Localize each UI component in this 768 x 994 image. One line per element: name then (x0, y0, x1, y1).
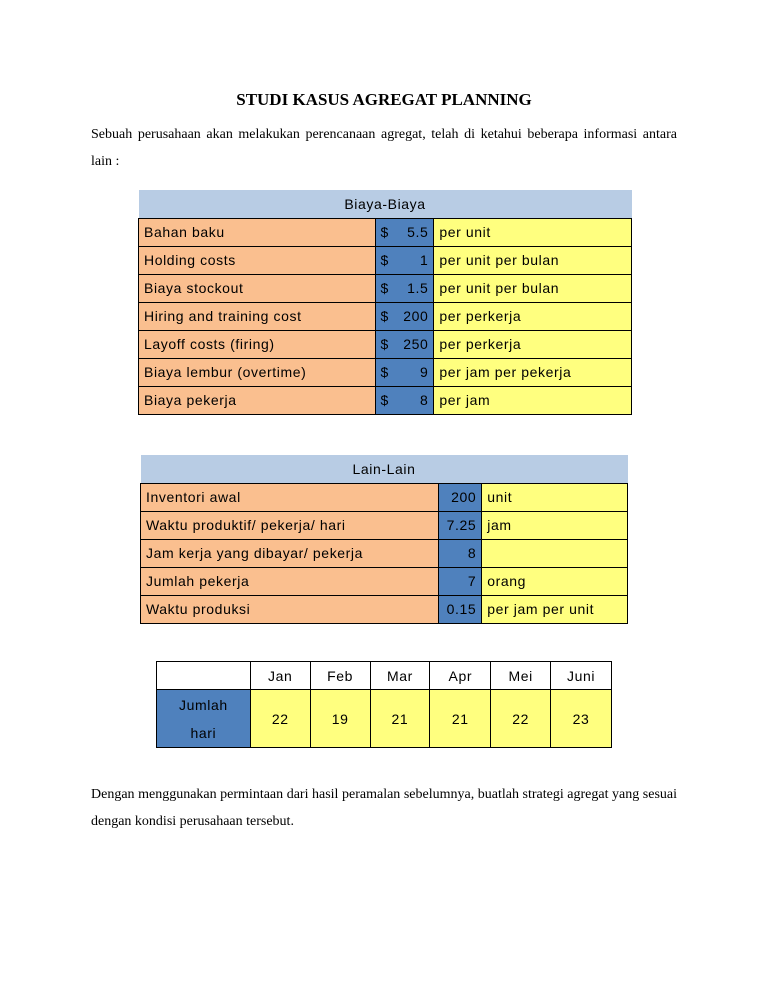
biaya-table (138, 190, 632, 415)
currency-symbol: $ (380, 364, 389, 380)
row-label: Holding costs (139, 246, 376, 274)
row-unit: orang (482, 567, 628, 595)
row-label (157, 690, 251, 748)
month-header-row (157, 662, 612, 690)
days-value: 21 (370, 690, 430, 748)
row-value (375, 386, 434, 414)
table-row (139, 386, 632, 414)
row-unit: jam (482, 511, 628, 539)
amount: 9 (419, 364, 429, 380)
table-row (141, 511, 628, 539)
row-label: Layoff costs (firing) (139, 330, 376, 358)
amount: 8 (419, 392, 429, 408)
row-value: 8 (439, 539, 482, 567)
table-row (141, 483, 628, 511)
days-value: 21 (430, 690, 491, 748)
row-value (375, 358, 434, 386)
row-unit: per perkerja (434, 302, 632, 330)
row-value: 0.15 (439, 595, 482, 623)
closing-paragraph: Dengan menggunakan permintaan dari hasil peramalan sebelumnya, buatlah strategi agregat yang sesuai dengan kondisi perusahaan tersebut. (91, 787, 677, 829)
row-label: Jumlah pekerja (141, 567, 439, 595)
amount: 1.5 (407, 280, 429, 296)
table-row (139, 274, 632, 302)
month-header: Apr (430, 662, 491, 690)
days-value: 23 (551, 690, 612, 748)
amount: 5.5 (407, 224, 429, 240)
row-value: 200 (439, 483, 482, 511)
row-label: Biaya pekerja (139, 386, 376, 414)
row-value (375, 274, 434, 302)
table-row (141, 539, 628, 567)
row-unit: per jam per unit (482, 595, 628, 623)
currency-symbol: $ (380, 336, 389, 352)
row-value (375, 218, 434, 246)
month-header: Mar (370, 662, 430, 690)
table-row (139, 246, 632, 274)
biaya-header: Biaya-Biaya (139, 190, 632, 218)
days-value: 22 (250, 690, 310, 748)
corner-cell (157, 662, 251, 690)
currency-symbol: $ (380, 308, 389, 324)
row-label: Biaya stockout (139, 274, 376, 302)
row-label: Hiring and training cost (139, 302, 376, 330)
row-label: Biaya lembur (overtime) (139, 358, 376, 386)
row-label: Waktu produktif/ pekerja/ hari (141, 511, 439, 539)
row-value (375, 246, 434, 274)
days-row (157, 690, 612, 748)
row-unit: unit (482, 483, 628, 511)
currency-symbol: $ (380, 392, 389, 408)
table-row (139, 330, 632, 358)
month-header: Mei (491, 662, 551, 690)
table-row (139, 218, 632, 246)
row-unit: per unit per bulan (434, 274, 632, 302)
amount: 1 (419, 252, 429, 268)
row-unit: per jam per pekerja (434, 358, 632, 386)
currency-symbol: $ (380, 280, 389, 296)
row-label: Inventori awal (141, 483, 439, 511)
intro-paragraph: Sebuah perusahaan akan melakukan perencanaan agregat, telah di ketahui beberapa informasi antara lain : (91, 127, 677, 169)
table-row (139, 358, 632, 386)
currency-symbol: $ (380, 252, 389, 268)
row-unit: per perkerja (434, 330, 632, 358)
month-header: Feb (310, 662, 370, 690)
lain-table (140, 455, 628, 624)
row-value: 7 (439, 567, 482, 595)
row-value (375, 330, 434, 358)
lain-header: Lain-Lain (141, 455, 628, 483)
document-title: STUDI KASUS AGREGAT PLANNING (236, 90, 532, 109)
row-label-line1: Jumlah (179, 696, 228, 713)
month-header: Jan (250, 662, 310, 690)
days-value: 22 (491, 690, 551, 748)
row-unit: per unit (434, 218, 632, 246)
row-value: 7.25 (439, 511, 482, 539)
table-row (141, 595, 628, 623)
jumlah-hari-table (156, 661, 612, 748)
table-row (141, 567, 628, 595)
row-unit: per jam (434, 386, 632, 414)
row-label: Bahan baku (139, 218, 376, 246)
amount: 200 (403, 308, 429, 324)
days-value: 19 (310, 690, 370, 748)
month-header: Juni (551, 662, 612, 690)
row-value (375, 302, 434, 330)
amount: 250 (403, 336, 429, 352)
currency-symbol: $ (380, 224, 389, 240)
row-unit: per unit per bulan (434, 246, 632, 274)
row-unit (482, 539, 628, 567)
row-label-line2: hari (190, 724, 217, 741)
row-label: Waktu produksi (141, 595, 439, 623)
row-label: Jam kerja yang dibayar/ pekerja (141, 539, 439, 567)
table-row (139, 302, 632, 330)
